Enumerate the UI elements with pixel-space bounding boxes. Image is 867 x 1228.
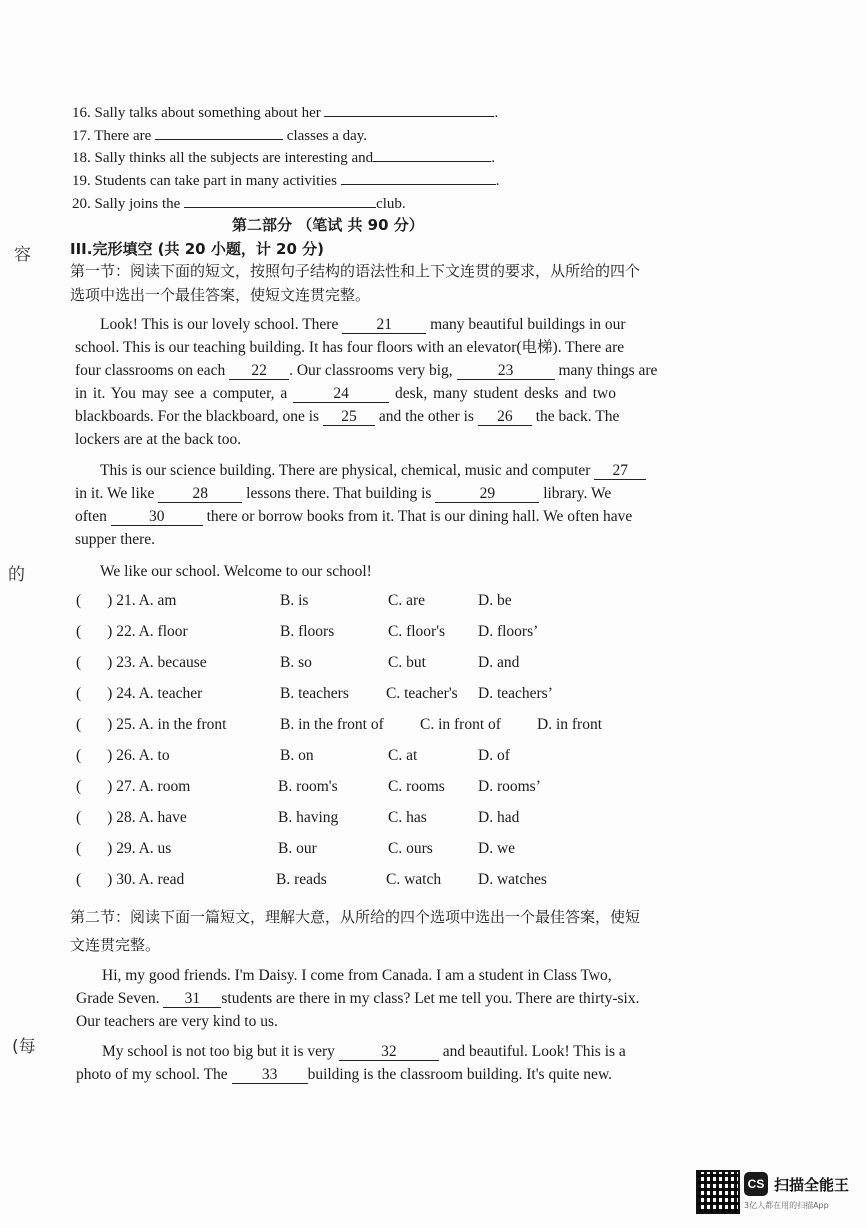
option-a[interactable]: 30. A. read — [116, 871, 185, 888]
passage-line: supper there. — [75, 531, 156, 548]
option-c[interactable]: C. ours — [388, 840, 433, 857]
short-answer-17: 17. There are classes a day. — [72, 125, 367, 147]
section1-instruction-line1: 第一节：阅读下面的短文，按照句子结构的语法性和上下文连贯的要求，从所给的四个 — [70, 262, 641, 280]
section2-instruction-line1: 第二节：阅读下面一篇短文，理解大意，从所给的四个选项中选出一个最佳答案，使短 — [70, 908, 641, 926]
short-answer-20: 20. Sally joins the club. — [72, 193, 406, 215]
cloze-blank-31[interactable]: 31 — [163, 991, 221, 1008]
cloze-blank-29[interactable]: 29 — [435, 486, 539, 503]
scanner-brand — [744, 1172, 849, 1211]
option-row-29: ( ) 29. A. us — [76, 840, 172, 857]
option-c[interactable]: C. floor's — [388, 623, 446, 640]
option-b[interactable]: B. so — [280, 654, 312, 671]
option-b[interactable]: B. our — [278, 840, 317, 857]
option-a[interactable]: 29. A. us — [116, 840, 172, 857]
option-a[interactable]: 25. A. in the front — [116, 716, 227, 733]
cloze-blank-21[interactable]: 21 — [342, 317, 426, 334]
option-row-25: ( ) 25. A. in the front — [76, 716, 227, 733]
short-answer-16: 16. Sally talks about something about her . — [72, 102, 498, 124]
cloze-blank-23[interactable]: 23 — [457, 363, 555, 380]
option-b[interactable]: B. teachers — [280, 685, 349, 702]
option-d[interactable]: D. had — [478, 809, 520, 826]
option-c[interactable]: C. teacher's — [386, 685, 458, 702]
passage-line: blackboards. For the blackboard, one is 25 and the other is 26 the back. The — [75, 408, 620, 425]
option-c[interactable]: C. are — [388, 592, 426, 609]
cloze-blank-27[interactable]: 27 — [594, 463, 646, 480]
passage-line: lockers are at the back too. — [75, 431, 242, 448]
option-b[interactable]: B. is — [280, 592, 309, 609]
option-a[interactable]: 23. A. because — [116, 654, 207, 671]
option-c[interactable]: C. has — [388, 809, 427, 826]
cloze-blank-30[interactable]: 30 — [111, 509, 203, 526]
option-row-23: ( ) 23. A. because — [76, 654, 207, 671]
option-row-28: ( ) 28. A. have — [76, 809, 187, 826]
cloze-blank-22[interactable]: 22 — [229, 363, 289, 380]
option-row-30: ( ) 30. A. read — [76, 871, 185, 888]
cloze-blank-28[interactable]: 28 — [158, 486, 242, 503]
section2-instruction-line2: 文连贯完整。 — [70, 936, 161, 954]
option-d[interactable]: D. teachers’ — [478, 685, 553, 702]
option-b[interactable]: B. room's — [278, 778, 338, 795]
cloze-blank-26[interactable]: 26 — [478, 409, 532, 426]
passage-line: We like our school. Welcome to our school! — [100, 563, 372, 580]
margin-fragment: 的 — [8, 565, 25, 585]
brand-tagline: 3亿人都在用的扫描App — [744, 1201, 829, 1210]
passage-line: This is our science building. There are physical, chemical, music and computer 27 — [100, 459, 646, 482]
cloze-blank-32[interactable]: 32 — [339, 1044, 439, 1061]
passage-line: Hi, my good friends. I'm Daisy. I come from Canada. I am a student in Class Two, — [102, 967, 612, 984]
cloze-blank-24[interactable]: 24 — [293, 386, 389, 403]
option-c[interactable]: C. at — [388, 747, 418, 764]
short-answer-18: 18. Sally thinks all the subjects are interesting and . — [72, 147, 495, 169]
section1-instruction-line2: 选项中选出一个最佳答案，使短文连贯完整。 — [70, 286, 371, 304]
option-d[interactable]: D. be — [478, 592, 512, 609]
passage-line: often 30 there or borrow books from it. That is our dining hall. We often have — [75, 508, 633, 525]
qr-code — [696, 1170, 740, 1214]
cloze-blank-25[interactable]: 25 — [323, 409, 375, 426]
option-a[interactable]: 28. A. have — [116, 809, 187, 826]
brand-name: 扫描全能王 — [774, 1175, 850, 1194]
option-c[interactable]: C. rooms — [388, 778, 445, 795]
short-answer-19: 19. Students can take part in many activities . — [72, 170, 499, 192]
option-b[interactable]: B. on — [280, 747, 314, 764]
option-d[interactable]: D. we — [478, 840, 516, 857]
passage-line: in it. We like 28 lessons there. That building is 29 library. We — [75, 485, 612, 502]
option-a[interactable]: 22. A. floor — [116, 623, 188, 640]
answer-blank[interactable] — [341, 170, 496, 185]
passage-line: My school is not too big but it is very 32 and beautiful. Look! This is a — [102, 1043, 626, 1060]
section-title: III.完形填空 (共 20 小题，计 20 分) — [70, 240, 325, 258]
passage-line: four classrooms on each 22 . Our classrooms very big, 23 many things are — [75, 362, 658, 379]
option-row-26: ( ) 26. A. to — [76, 747, 170, 764]
option-a[interactable]: 27. A. room — [116, 778, 191, 795]
option-c[interactable]: C. in front of — [420, 716, 501, 733]
option-d[interactable]: D. of — [478, 747, 510, 764]
option-a[interactable]: 26. A. to — [116, 747, 170, 764]
passage-line: school. This is our teaching building. It has four floors with an elevator(电梯). There are — [75, 339, 625, 356]
option-b[interactable]: B. floors — [280, 623, 335, 640]
option-b[interactable]: B. in the front of — [280, 716, 384, 733]
option-d[interactable]: D. and — [478, 654, 520, 671]
option-a[interactable]: 24. A. teacher — [116, 685, 203, 702]
cs-logo-icon: CS — [744, 1172, 768, 1196]
passage-line: photo of my school. The 33 building is the classroom building. It's quite new. — [76, 1066, 612, 1083]
passage-line: Grade Seven. 31 students are there in my class? Let me tell you. There are thirty-six. — [76, 990, 640, 1007]
passage-line: in it. You may see a computer, a 24 desk, many student desks and two — [75, 385, 616, 402]
option-c[interactable]: C. watch — [386, 871, 442, 888]
margin-fragment: 容 — [14, 245, 31, 265]
cloze-blank-33[interactable]: 33 — [232, 1067, 308, 1084]
option-row-27: ( ) 27. A. room — [76, 778, 191, 795]
answer-blank[interactable] — [184, 193, 376, 208]
option-d[interactable]: D. watches — [478, 871, 547, 888]
option-b[interactable]: B. having — [278, 809, 339, 826]
passage-line: Our teachers are very kind to us. — [76, 1013, 278, 1030]
option-row-21: ( ) 21. A. am — [76, 592, 177, 609]
answer-blank[interactable] — [324, 102, 494, 117]
option-b[interactable]: B. reads — [276, 871, 327, 888]
option-d[interactable]: D. rooms’ — [478, 778, 541, 795]
option-c[interactable]: C. but — [388, 654, 426, 671]
option-d[interactable]: D. floors’ — [478, 623, 539, 640]
answer-blank[interactable] — [155, 125, 283, 140]
part-two-title: 第二部分 （笔试 共 90 分） — [232, 216, 424, 234]
option-a[interactable]: 21. A. am — [116, 592, 177, 609]
option-d[interactable]: D. in front — [537, 716, 603, 733]
option-row-22: ( ) 22. A. floor — [76, 623, 188, 640]
passage-line: Look! This is our lovely school. There 21 many beautiful buildings in our — [100, 316, 626, 333]
margin-fragment: (每 — [12, 1037, 36, 1057]
answer-blank[interactable] — [373, 147, 491, 162]
option-row-24: ( ) 24. A. teacher — [76, 685, 203, 702]
